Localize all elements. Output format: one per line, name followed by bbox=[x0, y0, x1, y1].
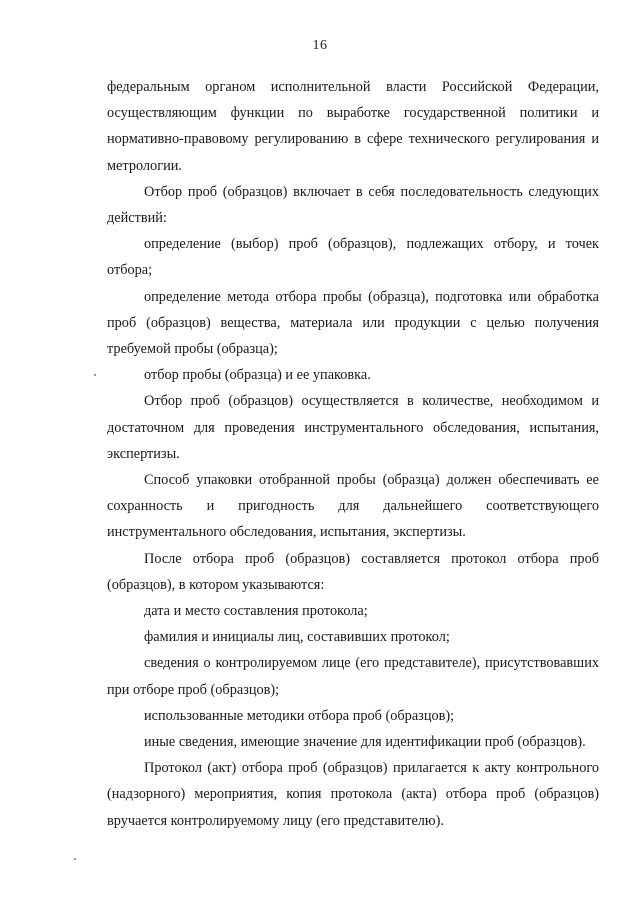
paragraph: Отбор проб (образцов) осуществляется в количестве, необходимом и достаточном для проведения инструментального обследования, испытания, экспертизы. bbox=[107, 393, 599, 462]
list-item: определение (выбор) проб (образцов), подлежащих отбору, и точек отбора; bbox=[107, 236, 599, 279]
list-item: сведения о контролируемом лице (его представителе), присутствовавших при отборе проб (образцов); bbox=[107, 655, 599, 698]
list-item: использованные методики отбора проб (образцов); bbox=[144, 707, 455, 724]
paragraph: Протокол (акт) отбора проб (образцов) прилагается к акту контрольного (надзорного) мероприятия, копия протокола (акта) отбора проб (образцов) вручается контролируемому лицу (его представителю). bbox=[107, 760, 599, 829]
list-item: определение метода отбора пробы (образца), подготовка или обработка проб (образцов) вещества, материала или продукции с целью получения требуемой пробы (образца); bbox=[107, 288, 599, 358]
paragraph: федеральным органом исполнительной власти Российской Федерации, осуществляющим функции по выработке государственной политики и нормативно-правовому регулированию в сфере технического регулирования и метрологии. bbox=[107, 79, 599, 174]
list-item: дата и место составления протокола; bbox=[144, 603, 368, 620]
list-item: иные сведения, имеющие значение для идентификации проб (образцов). bbox=[144, 734, 586, 751]
scan-speck bbox=[94, 374, 96, 376]
paragraph: Отбор проб (образцов) включает в себя последовательность следующих действий: bbox=[107, 183, 599, 227]
list-item: фамилия и инициалы лиц, составивших протокол; bbox=[144, 629, 450, 646]
scan-speck bbox=[74, 858, 76, 860]
document-body bbox=[107, 74, 599, 834]
page-number: 16 bbox=[312, 38, 328, 53]
list-item: отбор пробы (образца) и ее упаковка. bbox=[144, 367, 371, 384]
paragraph: После отбора проб (образцов) составляется протокол отбора проб (образцов), в котором указываются: bbox=[107, 550, 599, 593]
paragraph: Способ упаковки отобранной пробы (образца) должен обеспечивать ее сохранность и пригодность для дальнейшего соответствующего инструментального обследования, испытания, экспертизы. bbox=[107, 472, 599, 541]
